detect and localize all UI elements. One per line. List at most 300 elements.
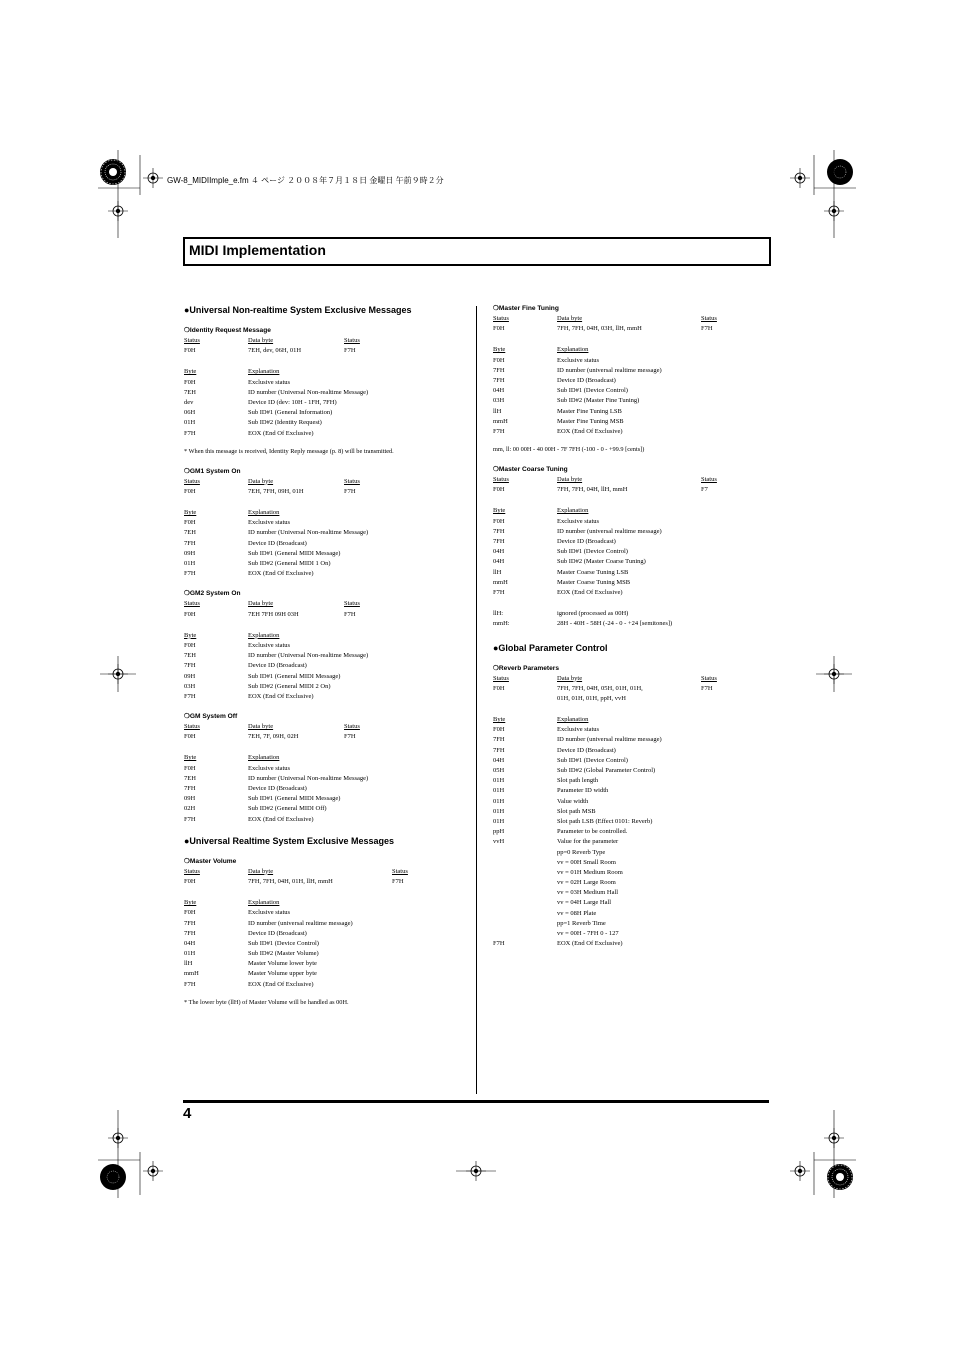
table-row [184, 794, 469, 804]
table-row [184, 367, 469, 377]
table-cell: Master Coarse Tuning LSB [557, 568, 629, 576]
table-cell: 04H [184, 939, 196, 947]
table-cell: Master Volume upper byte [248, 970, 317, 978]
table-cell: 01H [493, 807, 505, 815]
table-cell: 7EH [184, 388, 196, 396]
table-cell: Exclusive status [248, 909, 291, 917]
table-row [184, 969, 469, 979]
msg-gm-system-off [184, 712, 469, 825]
table-cell: 01H [493, 797, 505, 805]
table-cell: vv = 00H - 7FH 0 - 127 [557, 930, 619, 937]
table-cell: F7H [392, 877, 404, 885]
table-row [493, 909, 763, 919]
file-info-line: GW-8_MIDIImple_e.fm ４ ページ ２００８年７月１８日 金曜日 午前９時２分 [167, 176, 444, 185]
table-row [493, 517, 763, 527]
subsection-title: ❍GM2 System On [184, 590, 241, 598]
table-row [493, 376, 763, 386]
footnote: mm, ll: 00 00H - 40 00H - 7F 7FH (-100 - 0 - +99.9 [cents]) [493, 446, 645, 454]
table-cell: Data byte [557, 674, 583, 682]
table-cell: Status [344, 600, 360, 608]
table-cell: 01H [493, 777, 505, 785]
table-cell: Exclusive status [557, 726, 600, 734]
table-cell: Exclusive status [248, 519, 291, 527]
table-cell: Byte [184, 754, 197, 762]
table-cell: Master Fine Tuning LSB [557, 407, 622, 415]
msg-gm1-system-on [184, 467, 469, 580]
table-row [493, 366, 763, 376]
table-row [493, 386, 763, 396]
table-cell: F0H [493, 486, 505, 494]
table-cell: Byte [184, 509, 197, 517]
table-cell: 7FH [493, 538, 505, 545]
table-cell: mmH [184, 970, 199, 978]
table-cell: F0H [184, 764, 196, 772]
table-cell: F7H [344, 347, 356, 355]
table-cell: Exclusive status [557, 517, 600, 525]
table-cell: F0H [184, 641, 196, 649]
table-cell: 7FH, 7FH, 04H, 01H, llH, mmH [248, 877, 333, 885]
table-row [493, 766, 763, 776]
table-row [493, 684, 763, 694]
table-row [184, 487, 469, 497]
table-cell: 7FH [184, 929, 196, 937]
table-row [493, 868, 763, 878]
table-row [184, 692, 469, 702]
table-cell: F7H [184, 570, 196, 578]
table-cell: F0H [493, 726, 505, 734]
table-cell: 7FH [184, 919, 196, 927]
table-cell: F7H [493, 588, 505, 596]
section-heading: ●Global Parameter Control [493, 642, 608, 653]
table-cell: llH: [493, 610, 504, 618]
table-row [493, 797, 763, 807]
table-row [493, 715, 763, 725]
table-row [493, 919, 763, 929]
table-cell: Sub ID#1 (General MIDI Message) [248, 672, 341, 680]
table-row [184, 949, 469, 959]
table-row [184, 508, 469, 518]
table-row [493, 324, 763, 334]
table-row [184, 641, 469, 651]
table-row [493, 568, 763, 578]
table-row [184, 980, 469, 990]
table-row [184, 388, 469, 398]
table-cell: Status [344, 477, 360, 485]
table-cell: Sub ID#2 (General MIDI 2 On) [248, 682, 331, 690]
table-cell: Device ID (Broadcast) [248, 662, 307, 670]
table-cell: Explanation [248, 509, 280, 517]
subsection-title: ❍Master Coarse Tuning [493, 466, 568, 474]
table-cell: 7FH, 7FH, 04H, llH, mmH [557, 486, 628, 494]
table-row [184, 867, 469, 877]
table-cell: 01H [184, 419, 196, 427]
table-cell: 7FH [493, 376, 505, 384]
table-cell: Byte [184, 899, 197, 907]
table-cell: Status [493, 476, 509, 484]
table-cell: pp=0 Reverb Type [557, 848, 606, 856]
table-cell: Explanation [248, 899, 280, 907]
table-cell: Data byte [248, 600, 274, 608]
table-cell: Sub ID#2 (Master Volume) [248, 950, 319, 958]
table-row [493, 939, 763, 949]
table-cell: Status [493, 674, 509, 682]
table-cell: Explanation [248, 631, 280, 639]
table-row [184, 939, 469, 949]
table-cell: ID number (universal realtime message) [557, 527, 662, 535]
table-cell: ID number (Universal Non-realtime Message) [248, 774, 369, 782]
table-row [184, 784, 469, 794]
footnote: * When this message is received, Identity Reply message (p. 8) will be transmitted. [184, 447, 394, 455]
subsection-title: ❍Reverb Parameters [493, 664, 560, 672]
table-row [493, 417, 763, 427]
table-cell: Data byte [248, 477, 274, 485]
msg-master-volume [184, 857, 469, 990]
table-cell: ppH [493, 828, 505, 836]
table-cell: Master Fine Tuning MSB [557, 417, 624, 425]
table-cell: Data byte [248, 867, 274, 875]
table-row [184, 774, 469, 784]
table-cell: EOX (End Of Exclusive) [248, 429, 314, 437]
table-cell: 01H, 01H, 01H, ppH, vvH [557, 694, 626, 702]
table-row [493, 396, 763, 406]
table-cell: Device ID (dev: 10H - 1FH, 7FH) [248, 398, 337, 406]
table-cell: Explanation [557, 716, 589, 724]
table-row [184, 559, 469, 569]
table-row [184, 661, 469, 671]
table-row [493, 807, 763, 817]
table-cell: 01H [184, 560, 196, 567]
table-row [493, 776, 763, 786]
table-cell: Sub ID#2 (General MIDI Off) [248, 805, 327, 813]
table-cell: Value width [557, 797, 589, 805]
table-row [493, 837, 763, 847]
section-heading: ●Universal Non-realtime System Exclusive Messages [184, 305, 412, 315]
table-row [493, 557, 763, 567]
table-cell: F0H [493, 356, 505, 364]
table-row [493, 827, 763, 837]
table-cell: vv = 04H Large Hall [557, 899, 612, 907]
table-row [184, 631, 469, 641]
table-row [184, 804, 469, 814]
table-row [493, 786, 763, 796]
page-title: MIDI Implementation [189, 242, 326, 258]
table-cell: ID number (universal realtime message) [557, 736, 662, 744]
table-cell: F7 [701, 486, 708, 494]
column-divider [476, 306, 477, 1094]
table-cell: 7EH [184, 774, 196, 782]
table-cell: Status [493, 315, 509, 322]
table-cell: Status [344, 723, 360, 731]
table-cell: 03H [184, 682, 196, 690]
table-cell: F7H [493, 940, 505, 948]
table-cell: mmH [493, 578, 508, 586]
table-cell: Exclusive status [248, 764, 291, 772]
table-cell: dev [184, 398, 194, 406]
table-row [184, 378, 469, 388]
table-row [184, 528, 469, 538]
table-cell: pp=1 Reverb Time [557, 919, 606, 927]
table-cell: Sub ID#1 (Device Control) [248, 939, 319, 947]
table-row [184, 672, 469, 682]
subsection-title: ❍Identity Request Message [184, 327, 271, 334]
table-row [184, 651, 469, 661]
table-cell: ID number (universal realtime message) [557, 366, 662, 374]
table-cell: Status [184, 337, 200, 344]
table-cell: Data byte [248, 723, 274, 731]
table-row [493, 588, 763, 598]
msg-master-fine-tuning [493, 304, 763, 437]
table-cell: F0H [184, 610, 196, 618]
table-cell: Status [184, 723, 200, 731]
table-row [493, 817, 763, 827]
table-cell: ID number (universal realtime message) [248, 919, 353, 927]
table-row [493, 674, 763, 684]
table-cell: Byte [493, 507, 506, 515]
table-row [184, 539, 469, 549]
right-column [493, 304, 763, 949]
table-row [493, 407, 763, 417]
table-cell: Data byte [557, 315, 583, 322]
table-cell: 7FH [184, 539, 196, 547]
table-cell: Sub ID#2 (Identity Request) [248, 419, 322, 427]
table-row [493, 878, 763, 888]
table-cell: Device ID (Broadcast) [557, 746, 616, 754]
table-cell: F7H [184, 692, 196, 700]
table-row [184, 753, 469, 763]
table-cell: Data byte [557, 476, 583, 484]
table-row [184, 815, 469, 825]
table-cell: Byte [493, 716, 506, 724]
table-cell: vv = 02H Large Room [557, 879, 616, 887]
table-cell: Status [184, 477, 200, 485]
table-row [184, 429, 469, 439]
msg-identity-request [184, 326, 469, 439]
table-row [493, 537, 763, 547]
table-cell: Exclusive status [557, 356, 600, 364]
table-cell: Device ID (Broadcast) [248, 785, 307, 792]
table-cell: 7FH [184, 662, 196, 670]
table-cell: Byte [493, 346, 506, 354]
table-cell: Exclusive status [248, 378, 291, 386]
subsection-title: ❍GM1 System On [184, 467, 241, 475]
table-cell: F7H [701, 325, 713, 333]
table-cell: F7H [184, 980, 196, 988]
table-row [493, 694, 763, 704]
table-row [493, 345, 763, 355]
table-cell: Sub ID#2 (General MIDI 1 On) [248, 560, 331, 567]
table-row [184, 599, 469, 609]
table-cell: llH [184, 960, 193, 968]
table-cell: 7FH, 7FH, 04H, 03H, llH, mmH [557, 325, 642, 333]
table-cell: llH [493, 407, 502, 415]
table-cell: 7EH, 7F, 09H, 02H [248, 733, 299, 741]
table-cell: 01H [493, 817, 505, 825]
table-cell: Sub ID#2 (Global Parameter Control) [557, 767, 656, 774]
table-cell: Slot path MSB [557, 807, 596, 815]
table-cell: F7H [344, 610, 356, 618]
table-cell: Status [392, 867, 408, 875]
table-cell: vvH [493, 838, 505, 846]
table-cell: Master Volume lower byte [248, 960, 317, 968]
table-cell: vv = 01H Medium Room [557, 868, 623, 876]
table-cell: F7H [344, 487, 356, 495]
table-cell: 7FH [493, 527, 505, 535]
table-row [493, 848, 763, 858]
table-cell: Exclusive status [248, 641, 291, 649]
table-cell: F7H [184, 429, 196, 437]
table-cell: ID number (Universal Non-realtime Message) [248, 652, 369, 660]
table-row [184, 336, 469, 346]
subsection-title: ❍GM System Off [184, 713, 238, 721]
table-row [184, 764, 469, 774]
table-row [184, 569, 469, 579]
table-cell: ignored (processed as 00H) [557, 610, 629, 618]
table-cell: F0H [184, 378, 196, 386]
table-cell: 02H [184, 805, 196, 813]
left-column [184, 304, 469, 1008]
table-cell: Status [184, 600, 200, 608]
table-cell: mmH [493, 417, 508, 425]
table-row [184, 549, 469, 559]
table-cell: ID number (Universal Non-realtime Message) [248, 529, 369, 537]
table-cell: EOX (End Of Exclusive) [248, 570, 314, 578]
table-row [493, 506, 763, 516]
table-cell: 04H [493, 548, 505, 556]
table-row [184, 722, 469, 732]
title-box [183, 237, 771, 266]
table-row [493, 746, 763, 756]
table-row [493, 314, 763, 324]
table-cell: Status [184, 867, 200, 875]
table-cell: 01H [493, 787, 505, 795]
table-cell: 06H [184, 409, 196, 417]
table-row [184, 919, 469, 929]
table-row [184, 929, 469, 939]
table-row [184, 398, 469, 408]
table-cell: Byte [184, 631, 197, 639]
table-row [493, 427, 763, 437]
table-cell: Explanation [248, 368, 280, 376]
table-cell: 28H - 40H - 58H (-24 - 0 - +24 [semitones]) [557, 620, 673, 628]
table-cell: 7EH 7FH 09H 03H [248, 610, 299, 618]
table-cell: F0H [493, 684, 505, 692]
table-row [184, 477, 469, 487]
table-cell: 01H [184, 950, 196, 958]
table-row [184, 959, 469, 969]
table-cell: mmH: [493, 620, 510, 628]
table-row [493, 929, 763, 939]
table-row [493, 547, 763, 557]
table-cell: Sub ID#1 (General Information) [248, 409, 333, 417]
table-row [493, 756, 763, 766]
table-cell: 7FH [493, 746, 505, 754]
table-cell: Slot path length [557, 777, 599, 785]
table-cell: Data byte [248, 337, 274, 344]
table-cell: ID number (Universal Non-realtime Message) [248, 388, 369, 396]
table-cell: F0H [184, 487, 196, 495]
table-cell: Device ID (Broadcast) [557, 376, 616, 384]
table-cell: F0H [184, 909, 196, 917]
section-heading: ●Universal Realtime System Exclusive Messages [184, 835, 395, 846]
table-cell: 04H [493, 387, 505, 395]
table-cell: 09H [184, 549, 196, 557]
table-row [184, 408, 469, 418]
subsection-title: ❍Master Volume [184, 857, 237, 865]
table-cell: EOX (End Of Exclusive) [557, 427, 623, 435]
msg-gm2-system-on [184, 589, 469, 702]
table-cell: F0H [184, 733, 196, 741]
table-row [184, 610, 469, 620]
table-row [493, 578, 763, 588]
table-cell: 7EH [184, 652, 196, 660]
table-row [184, 346, 469, 356]
table-cell: Sub ID#1 (General MIDI Message) [248, 549, 341, 557]
table-cell: 7EH, 7FH, 09H, 01H [248, 487, 304, 495]
table-cell: vv = 03H Medium Hall [557, 889, 619, 897]
table-cell: EOX (End Of Exclusive) [248, 980, 314, 988]
table-row [184, 908, 469, 918]
table-cell: 7FH, 7FH, 04H, 05H, 01H, 01H, [557, 684, 643, 692]
subsection-title: ❍Master Fine Tuning [493, 305, 559, 312]
table-cell: Explanation [248, 754, 280, 762]
table-cell: F0H [493, 325, 505, 333]
table-cell: Device ID (Broadcast) [248, 929, 307, 937]
table-cell: Sub ID#1 (General MIDI Message) [248, 795, 341, 803]
bottom-rule [183, 1100, 769, 1103]
table-row [493, 609, 763, 619]
table-cell: F0H [184, 347, 196, 355]
table-row [493, 735, 763, 745]
table-cell: Device ID (Broadcast) [248, 539, 307, 547]
table-cell: Parameter to be controlled. [557, 828, 628, 836]
table-cell: 7FH [184, 785, 196, 792]
table-row [493, 356, 763, 366]
table-cell: 09H [184, 795, 196, 803]
table-row [493, 527, 763, 537]
table-cell: Explanation [557, 507, 589, 515]
table-cell: 04H [493, 756, 505, 764]
table-cell: 7FH [493, 736, 505, 744]
msg-master-coarse-tuning [493, 465, 763, 598]
table-cell: Sub ID#1 (Device Control) [557, 387, 628, 395]
msg-reverb-parameters [493, 664, 763, 950]
table-cell: F0H [184, 877, 196, 885]
table-cell: F7H [184, 815, 196, 823]
table-row [493, 888, 763, 898]
table-cell: EOX (End Of Exclusive) [248, 692, 314, 700]
table-cell: EOX (End Of Exclusive) [557, 588, 623, 596]
table-row [493, 485, 763, 495]
table-cell: Master Coarse Tuning MSB [557, 578, 631, 586]
table-row [493, 725, 763, 735]
table-cell: F7H [701, 684, 713, 692]
table-cell: Status [701, 315, 717, 322]
table-row [493, 898, 763, 908]
coarse-tuning-ranges [493, 609, 763, 629]
table-cell: Sub ID#1 (Device Control) [557, 548, 628, 556]
table-row [184, 898, 469, 908]
table-cell: 04H [493, 558, 505, 566]
table-cell: Device ID (Broadcast) [557, 538, 616, 545]
page-number: 4 [183, 1105, 192, 1122]
table-row [493, 475, 763, 485]
table-row [184, 682, 469, 692]
table-cell: vv = 08H Plate [557, 909, 597, 917]
table-row [184, 418, 469, 428]
table-row [184, 518, 469, 528]
table-cell: Sub ID#2 (Master Fine Tuning) [557, 397, 640, 405]
table-cell: vv = 00H Small Room [557, 858, 616, 866]
